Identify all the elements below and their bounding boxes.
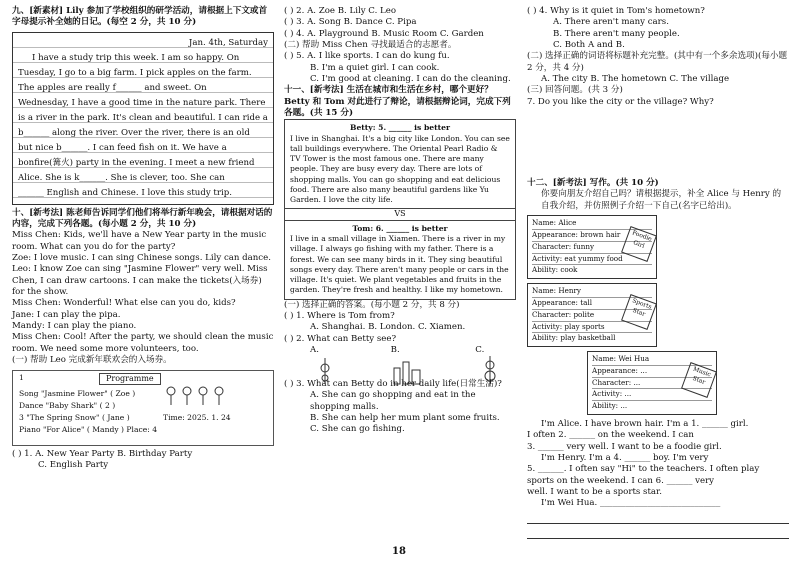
diary-line: Wednesday, I have a good time in the nature park. There: [18, 97, 266, 108]
music-star-tag-icon: Music Star: [681, 362, 717, 398]
programme-time: Time: 2025. 1. 24: [163, 412, 231, 422]
subsection-2: (二) 选择正确的词语将标题补充完整。(其中有一个多余选项)(每小题 2 分，共 4 分): [527, 51, 788, 73]
tom-box: [284, 220, 516, 300]
right-column: [527, 6, 789, 540]
subsection-2: (二) 帮助 Miss Chen 寻找最适合的志愿者。: [284, 40, 457, 51]
question-4-option-c: C. Both A and B.: [553, 40, 625, 51]
ticket-number: 1: [19, 372, 24, 382]
programme-title: Programme: [99, 373, 161, 386]
section-11-title: 十一、[新考法] 生活在城市和生活在乡村，哪个更好？Betty 和 Tom 对此进行了辩论，请根据辩论词，完成下列各题。(共 15 分): [284, 85, 511, 119]
answer-space: [527, 108, 789, 178]
blank-line[interactable]: [527, 525, 789, 539]
dialog-line: Zoe: I love music. I can sing Chinese songs. Lily can dance.: [12, 253, 271, 264]
betty-heading: Betty: 5. ______ is better: [350, 123, 450, 133]
question-4: ( ) 4. Why is it quiet in Tom's hometown?: [527, 6, 705, 16]
question-5-option-c: C. I'm good at cleaning. I can do the cleaning.: [310, 74, 511, 85]
question-4-option-a: A. There aren't many cars.: [553, 17, 669, 28]
question-5: ( ) 5. A. I like sports. I can do kung fu.: [284, 51, 450, 62]
question-5-option-b: B. I'm a quiet girl. I can cook.: [310, 62, 440, 73]
dialog-line: Mandy: I can play the piano.: [12, 321, 137, 332]
tom-text: I live in a small village in Xiamen. There is a river in my village. I always go fishing with my father. There is a forest. We can see many birds in it. They sing beautiful songs every day. There aren't many people or cars in the village. It's quiet. We plant vegetables and fruits in the garden. They're fresh and healthy. I like my hometown.: [290, 234, 509, 295]
question-2: ( ) 2. What can Betty see?: [284, 333, 397, 344]
betty-box: [284, 119, 516, 209]
tom-heading: Tom: 6. ______ is better: [352, 223, 448, 233]
writing-line: sports on the weekend. I can 6. ______ very: [527, 475, 715, 486]
option-b: B.: [391, 345, 436, 379]
writing-line: I'm Henry. I'm a 4. ______ boy. I'm very: [541, 453, 709, 464]
left-column: [12, 6, 274, 471]
diary-line: bonfire(篝火) party in the evening. I meet a new friend: [18, 157, 255, 168]
card-wei-hua: Name: Wei Hua Appearance: ... Character: ... Activity: ... Ability: ... Music Star: [587, 351, 717, 415]
dialog-line: Jane: I can play the pipa.: [12, 309, 121, 320]
diary-line: The apples are really f______ and sweet. On: [18, 82, 207, 93]
question-3: ( ) 3. What can Betty do in her daily life(日常生活)?: [284, 379, 502, 390]
question-4-option-b: B. There aren't many people.: [553, 28, 680, 39]
writing-line: 5. ______. I often say "Hi" to the teachers. I often play: [527, 464, 760, 475]
subsection-3: (一) 选择正确的答案。(每小题 2 分，共 8 分): [284, 299, 460, 310]
question-7: 7. Do you like the city or the village? Why?: [527, 96, 714, 107]
question-3-option-c: C. She can go fishing.: [310, 424, 405, 435]
diary-line: b______ along the river. Over the river, there is an old: [18, 127, 250, 138]
card-henry: Name: Henry Appearance: tall Character: polite Activity: play sports Ability: play basketball Sports Star: [527, 283, 657, 347]
subsection-1: (一) 帮助 Leo 完成新年联欢会的入场券。: [12, 355, 172, 366]
dialog-line: Leo: I know Zoe can sing "Jasmine Flower" very well. Miss Chen, I can draw cartoons. I can make the tickets(入场券) for the show.: [12, 264, 268, 298]
middle-column: [284, 6, 516, 436]
programme-row: Piano "For Alice" ( Mandy ) Place: 4: [19, 424, 158, 434]
profile-cards: [527, 215, 789, 415]
diary-line: Tuesday, I go to a big farm. I pick apples on the farm.: [18, 67, 252, 78]
diary-line: Alice. She is k______. She is clever, too. She can: [18, 172, 225, 183]
writing-line: I'm Alice. I have brown hair. I'm a 1. ______ girl.: [541, 419, 749, 430]
writing-line: I'm Wei Hua. ____________________________: [541, 498, 721, 509]
option-c: C.: [475, 345, 516, 379]
writing-line: 3. ______ very well. I want to be a foodie girl.: [527, 441, 722, 452]
programme-row: 3 "The Spring Snow" ( Jane ): [19, 412, 130, 422]
blank-line[interactable]: [527, 510, 789, 524]
writing-line: well. I want to be a sports star.: [527, 487, 662, 498]
section-12-title: 十二、[新考法] 写作。(共 10 分): [527, 178, 659, 189]
diary-box: [12, 32, 274, 205]
question-2-images: [284, 345, 516, 379]
diary-line: but nice b______. I can feed fish on it. We have a: [18, 142, 227, 153]
diary-date: Jan. 4th, Saturday: [188, 37, 268, 48]
question-3-option-a: A. She can go shopping and eat in the shopping malls.: [310, 390, 476, 412]
dialog-line: Miss Chen: Kids, we'll have a New Year party in the music room. What can you do for the party?: [12, 230, 267, 252]
foodie-girl-tag-icon: Foodie Girl: [621, 226, 657, 262]
betty-text: I live in Shanghai. It's a big city like London. You can see tall buildings everywhere. The Oriental Pearl Radio & TV Tower is the most famous one. There are many people. They are busy every day. There are lots of shopping malls. You can go shopping and eat delicious food. There are also many beautiful gardens like Yu Garden. I love the city life.: [290, 133, 510, 205]
question-3-option-b: B. She can help her mum plant some fruits.: [310, 413, 500, 424]
dialog-line: Miss Chen: Cool! After the party, we should clean the music room. We need some more volunteers, too.: [12, 332, 274, 354]
writing-line: I often 2. ______ on the weekend. I can: [527, 430, 694, 441]
diary-line: is a river in the park. It's clean and beautiful. I can ride a: [18, 112, 268, 123]
option-a: A.: [310, 345, 351, 379]
question-1-option-c: C. English Party: [38, 459, 109, 470]
question-1: ( ) 1. Where is Tom from?: [284, 311, 395, 322]
dialog-line: Miss Chen: Wonderful! What else can you do, kids?: [12, 298, 236, 309]
section-9-title: 九、[新素材] Lily 参加了学校组织的研学活动，请根据上下文或首字母提示补全她的日记。(每空 2 分，共 10 分): [12, 6, 268, 28]
programme-ticket: [12, 370, 274, 446]
question-3: ( ) 3. A. Song B. Dance C. Pipa: [284, 17, 417, 28]
programme-row: Song "Jasmine Flower" ( Zoe ): [19, 388, 136, 398]
section-10-title: 十、[新考法] 陈老师告诉同学们他们将举行新年晚会，请根据对话的内容，完成下列各题。(每小题 2 分，共 10 分): [12, 207, 273, 230]
programme-row: Dance "Baby Shark" ( 2 ): [19, 400, 116, 410]
title-options: A. The city B. The hometown C. The village: [541, 74, 730, 85]
question-4: ( ) 4. A. Playground B. Music Room C. Garden: [284, 28, 484, 39]
kids-illustration-icon: [163, 383, 233, 409]
diary-line: I have a study trip this week. I am so happy. On: [32, 52, 240, 63]
question-1-options: A. Shanghai. B. London. C. Xiamen.: [310, 322, 466, 333]
sports-star-tag-icon: Sports Star: [621, 294, 657, 330]
vs-label: VS: [284, 209, 516, 220]
section-12-desc: 你要向朋友介绍自己吗？请根据提示，补全 Alice 与 Henry 的自我介绍，并仿照例子介绍一下自己(名字已给出)。: [541, 189, 782, 211]
subsection-3: (三) 回答问题。(共 3 分): [527, 85, 623, 96]
card-alice: Name: Alice Appearance: brown hair Character: funny Activity: eat yummy food Ability: cook Foodie Girl: [527, 215, 657, 279]
question-1: ( ) 1. A. New Year Party B. Birthday Party: [12, 448, 193, 459]
diary-line: ______ English and Chinese. I love this study trip.: [18, 187, 232, 198]
question-2: ( ) 2. A. Zoe B. Lily C. Leo: [284, 6, 396, 16]
page-number: 18: [392, 546, 406, 557]
